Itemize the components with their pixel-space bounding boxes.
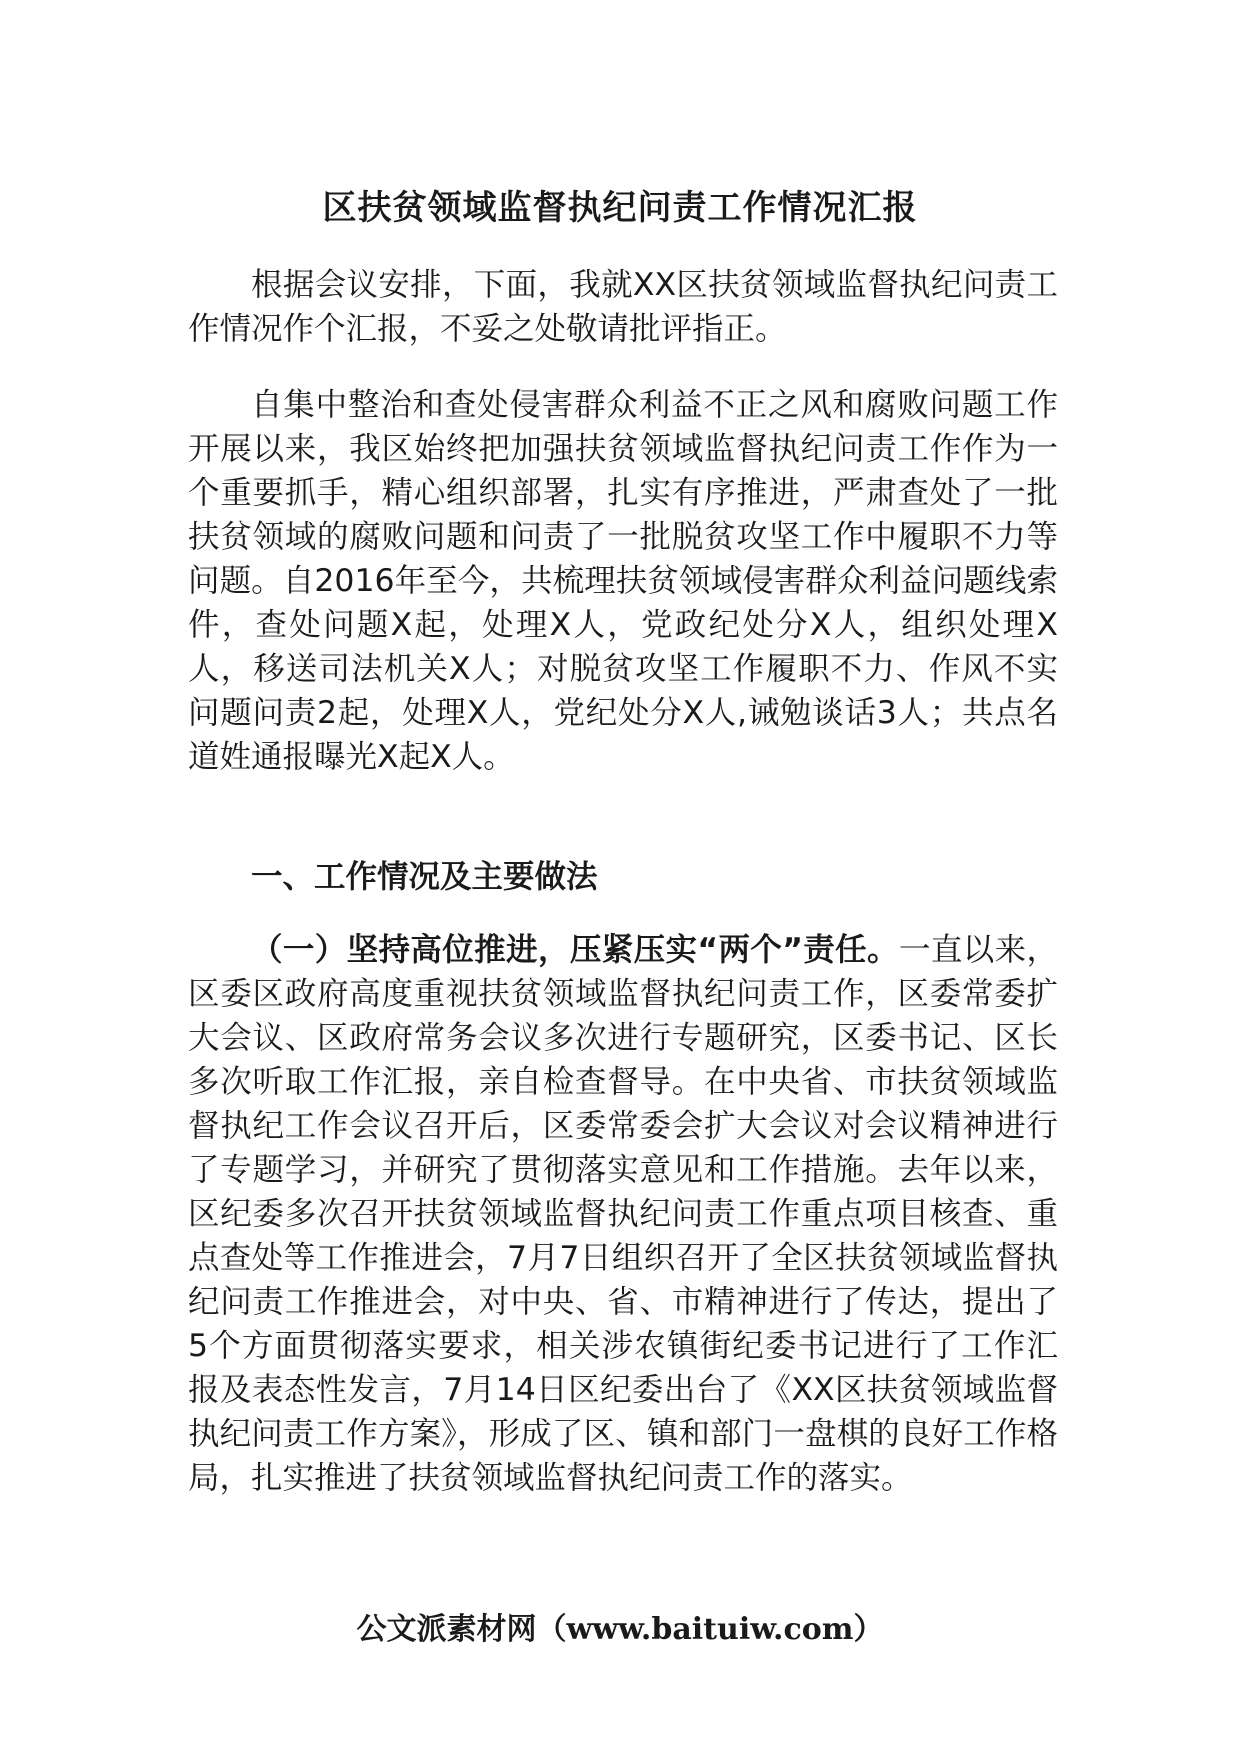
footer-watermark: 公文派素材网（www.baituiw.com） — [356, 1612, 884, 1647]
paragraph-intro: 根据会议安排，下面，我就XX区扶贫领域监督执纪问责工作情况作个汇报，不妥之处敬请批评指正。 — [188, 267, 1058, 347]
section-heading-1: 一、工作情况及主要做法 — [251, 859, 598, 895]
paragraph-lead-bold: （一）坚持高位推进，压紧压实“两个”责任。 — [251, 932, 899, 968]
paragraph-body: 一直以来，区委区政府高度重视扶贫领域监督执纪问责工作，区委常委扩大会议、区政府常务会议多次进行专题研究，区委书记、区长多次听取工作汇报，亲自检查督导。在中央省、市扶贫领域监督执纪工作会议召开后，区委常委会扩大会议对会议精神进行了专题学习，并研究了贯彻落实意见和工作措施。去年以来，区纪委多次召开扶贫领域监督执纪问责工作重点项目核查、重点查处等工作推进会，7月7日组织召开了全区扶贫领域监督执纪问责工作推进会，对中央、省、市精神进行了传达，提出了5个方面贯彻落实要求，相关涉农镇街纪委书记进行了工作汇报及表态性发言，7月14日区纪委出台了《XX区扶贫领域监督执纪问责工作方案》，形成了区、镇和部门一盘棋的良好工作格局，扎实推进了扶贫领域监督执纪问责工作的落实。 — [188, 932, 1058, 1496]
paragraph-summary: 自集中整治和查处侵害群众利益不正之风和腐败问题工作开展以来，我区始终把加强扶贫领域监督执纪问责工作作为一个重要抓手，精心组织部署，扎实有序推进，严肃查处了一批扶贫领域的腐败问题和问责了一批脱贫攻坚工作中履职不力等问题。自2016年至今，共梳理扶贫领域侵害群众利益问题线索 件，查处问题X起，处理X人，党政纪处分X人，组织处理X人，移送司法机关X人；对脱贫攻坚工作履职不力、作风不实问题问责2起，处理X人，党纪处分X人,诫勉谈话3人；共点名道姓通报曝光X起X人。 — [188, 387, 1090, 775]
paragraph-section-1-1 — [188, 928, 1058, 1500]
document-title: 区扶贫领域监督执纪问责工作情况汇报 — [322, 188, 918, 228]
